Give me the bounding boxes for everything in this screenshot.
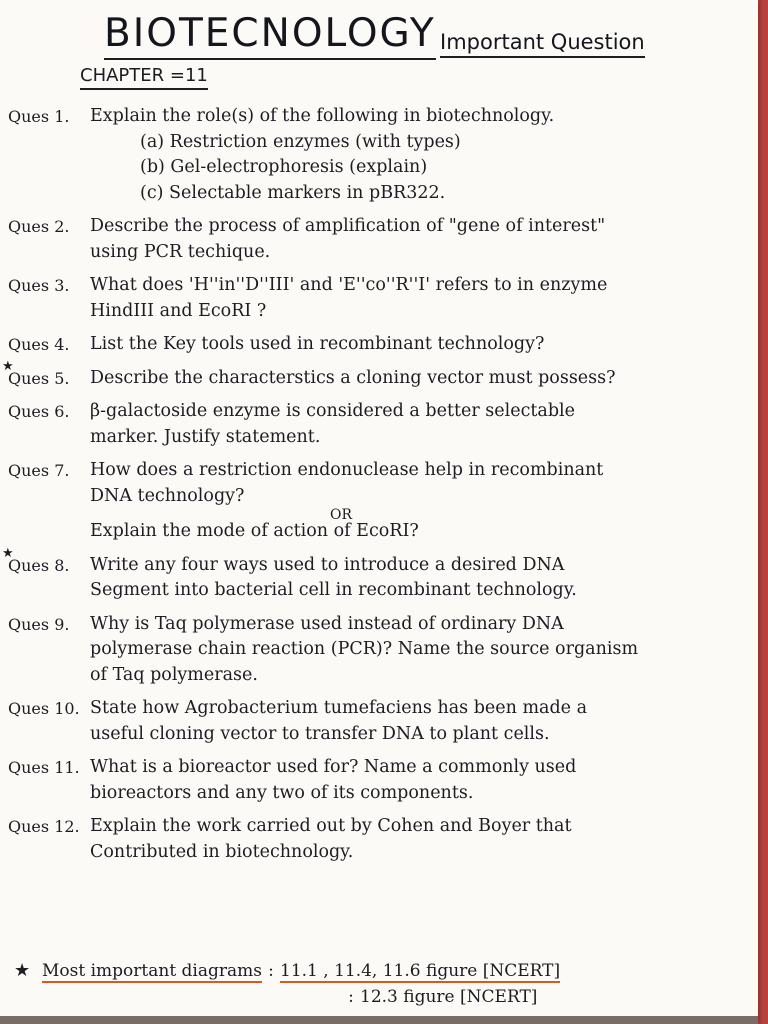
question-line: Write any four ways used to introduce a desired DNA	[90, 554, 565, 575]
sub-question-c: (c) Selectable markers in pBR322.	[140, 182, 446, 203]
alternate-question: Explain the mode of action of EcoRI?	[90, 521, 419, 541]
question-text	[90, 814, 752, 865]
question-7	[8, 458, 752, 545]
question-line: polymerase chain reaction (PCR)? Name the source organism	[90, 639, 639, 659]
question-list	[2, 104, 752, 873]
page-edge	[0, 1016, 758, 1024]
question-5	[2, 358, 752, 392]
question-text	[90, 214, 752, 265]
question-line: of Taq polymerase.	[90, 664, 258, 685]
question-text	[90, 612, 752, 689]
question-number: Ques 4.	[8, 335, 70, 354]
question-number: Ques 1.	[8, 107, 70, 126]
question-4	[8, 332, 752, 358]
question-line: List the Key tools used in recombinant technology?	[90, 334, 545, 354]
question-line: Describe the process of amplification of "gene of interest"	[90, 216, 606, 236]
sub-question-b: (b) Gel-electrophoresis (explain)	[140, 157, 428, 177]
question-number: Ques 9.	[8, 614, 70, 634]
question-text	[90, 273, 752, 324]
colon-separator: :	[268, 961, 274, 981]
question-line: HindIII and EcoRI ?	[90, 300, 267, 321]
question-text	[90, 104, 752, 206]
or-separator: OR	[330, 507, 353, 523]
question-text	[90, 755, 752, 806]
question-line: How does a restriction endonuclease help in recombinant	[90, 460, 604, 480]
question-line: Segment into bacterial cell in recombinant technology.	[90, 580, 577, 600]
question-6	[8, 399, 752, 450]
page-title: BIOTECNOLOGY	[104, 10, 436, 60]
question-number: Ques 12.	[8, 817, 80, 836]
question-number: Ques 3.	[8, 276, 70, 295]
figure-list-1: 11.1 , 11.4, 11.6 figure [NCERT]	[280, 961, 561, 981]
question-line: using PCR techique.	[90, 241, 271, 262]
diagrams-label: Most important diagrams	[42, 961, 262, 981]
question-number: Ques 6.	[8, 402, 70, 421]
star-icon: ★	[2, 545, 14, 561]
question-line: bioreactors and any two of its components.	[90, 782, 474, 803]
question-line: marker. Justify statement.	[90, 426, 321, 447]
question-line: State how Agrobacterium tumefaciens has been made a	[90, 698, 588, 718]
question-line: β-galactoside enzyme is considered a better selectable	[90, 401, 576, 421]
question-number: Ques 7.	[8, 461, 70, 480]
question-2	[8, 214, 752, 265]
question-1	[8, 104, 752, 206]
question-text	[90, 366, 752, 392]
question-line: What is a bioreactor used for? Name a commonly used	[90, 757, 577, 777]
colon-separator: :	[348, 987, 354, 1007]
question-line: Explain the work carried out by Cohen and Boyer that	[90, 816, 572, 836]
question-number: Ques 10.	[8, 699, 80, 718]
question-number: Ques 11.	[8, 758, 80, 777]
question-line: Describe the characterstics a cloning vector must possess?	[90, 367, 616, 388]
question-number: Ques 8.	[8, 555, 70, 575]
footer-line-1	[14, 958, 754, 984]
sub-question-a: (a) Restriction enzymes (with types)	[140, 131, 461, 152]
chapter-heading: CHAPTER =11	[80, 64, 208, 90]
star-icon: ★	[14, 960, 31, 981]
header	[104, 10, 724, 66]
question-9	[8, 612, 752, 689]
important-diagrams-note	[14, 958, 754, 1010]
question-10	[8, 696, 752, 747]
question-line: Explain the role(s) of the following in biotechnology.	[90, 106, 555, 126]
question-text	[90, 332, 752, 358]
page-subtitle: Important Question	[440, 28, 645, 58]
question-text	[90, 458, 752, 545]
star-icon: ★	[2, 358, 14, 374]
question-line: DNA technology?	[90, 485, 245, 506]
question-3	[8, 273, 752, 324]
question-number: Ques 5.	[8, 368, 70, 388]
figure-list-2: 12.3 figure [NCERT]	[360, 987, 538, 1007]
question-11	[8, 755, 752, 806]
question-number: Ques 2.	[8, 217, 70, 236]
question-text	[90, 399, 752, 450]
question-8	[2, 545, 752, 604]
question-line: Why is Taq polymerase used instead of ordinary DNA	[90, 613, 564, 634]
sub-question-list	[90, 130, 752, 207]
footer-line-2	[14, 984, 754, 1010]
question-text	[90, 696, 752, 747]
question-line: useful cloning vector to transfer DNA to plant cells.	[90, 723, 550, 744]
question-line: What does 'H''in''D''III' and 'E''co''R''I' refers to in enzyme	[90, 275, 608, 295]
question-text	[90, 553, 752, 604]
question-line: Contributed in biotechnology.	[90, 841, 354, 862]
question-12	[8, 814, 752, 865]
